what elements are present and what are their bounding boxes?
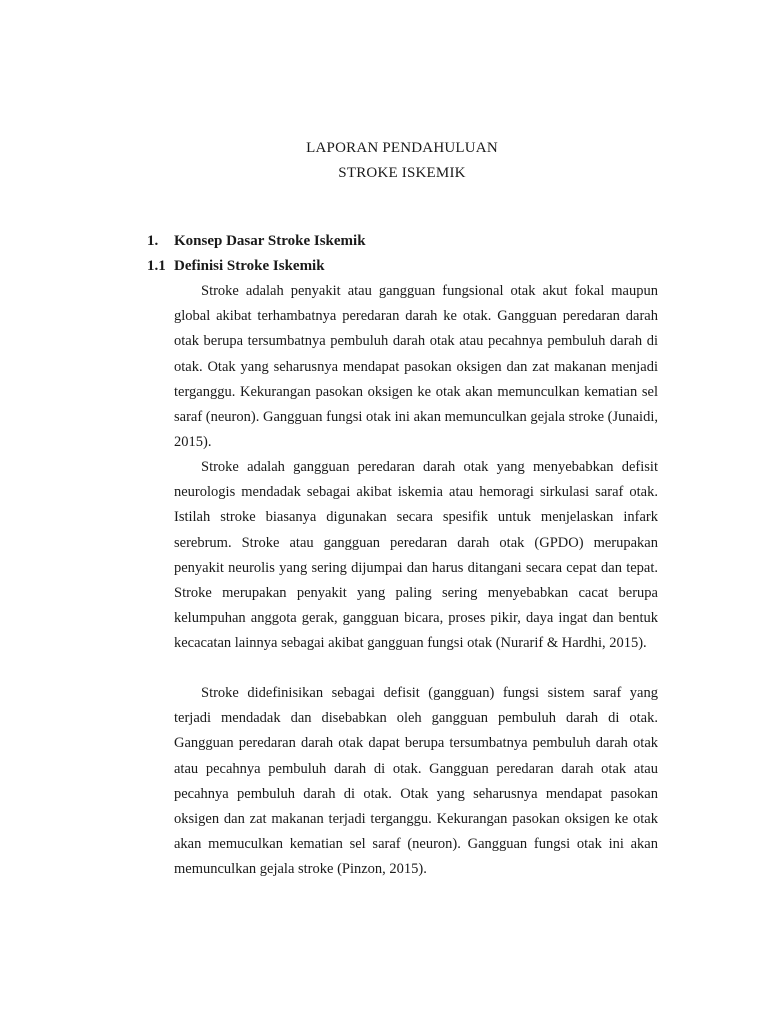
paragraph: Stroke adalah penyakit atau gangguan fungsional otak akut fokal maupun global akibat terhambatnya peredaran darah ke otak. Gangguan peredaran darah otak berupa tersumbatnya pembuluh darah otak atau pecahnya pembuluh darah di otak. Otak yang seharusnya mendapat pasokan oksigen dan zat makanan menjadi terganggu. Kekurangan pasokan oksigen ke otak akan memunculkan kematian sel saraf (neuron). Gangguan fungsi otak ini akan memunculkan gejala stroke (Junaidi, 2015). bbox=[174, 283, 658, 451]
subsection-number: 1.1 bbox=[147, 258, 166, 274]
section-number: 1. bbox=[147, 233, 159, 249]
subsection-heading-1-1 bbox=[147, 254, 647, 278]
title-line-2: STROKE ISKEMIK bbox=[338, 165, 466, 181]
paragraph: Stroke adalah gangguan peredaran darah otak yang menyebabkan defisit neurologis mendadak sebagai akibat iskemia atau hemoragi sirkulasi saraf otak. Istilah stroke biasanya digunakan secara spesifik untuk menjelaskan infark serebrum. Stroke atau gangguan peredaran darah otak (GPDO) merupakan penyakit neurolis yang sering dijumpai dan harus ditangani secara cepat dan tepat. Stroke merupakan penyakit yang paling sering menyebabkan cacat berupa kelumpuhan anggota gerak, gangguan bicara, proses pikir, daya ingat dan bentuk kecacatan lainnya sebagai akibat gangguan fungsi otak (Nurarif & Hardhi, 2015). bbox=[174, 459, 658, 652]
document-title bbox=[0, 136, 768, 186]
section-title: Konsep Dasar Stroke Iskemik bbox=[174, 233, 366, 249]
section-heading-1 bbox=[147, 229, 647, 253]
paragraph: Stroke didefinisikan sebagai defisit (gangguan) fungsi sistem saraf yang terjadi mendadak dan disebabkan oleh gangguan pembuluh darah di otak. Gangguan peredaran darah otak dapat berupa tersumbatnya pembuluh darah otak atau pecahnya pembuluh darah di otak. Gangguan peredaran darah otak atau pecahnya pembuluh darah di otak. Otak yang seharusnya mendapat pasokan oksigen dan zat makanan terjadi terganggu. Kekurangan pasokan oksigen ke otak akan memuculkan kematian sel saraf (neuron). Gangguan fungsi otak ini akan memunculkan gejala stroke (Pinzon, 2015). bbox=[174, 685, 658, 878]
title-line-1: LAPORAN PENDAHULUAN bbox=[306, 140, 498, 156]
subsection-title: Definisi Stroke Iskemik bbox=[174, 258, 325, 274]
